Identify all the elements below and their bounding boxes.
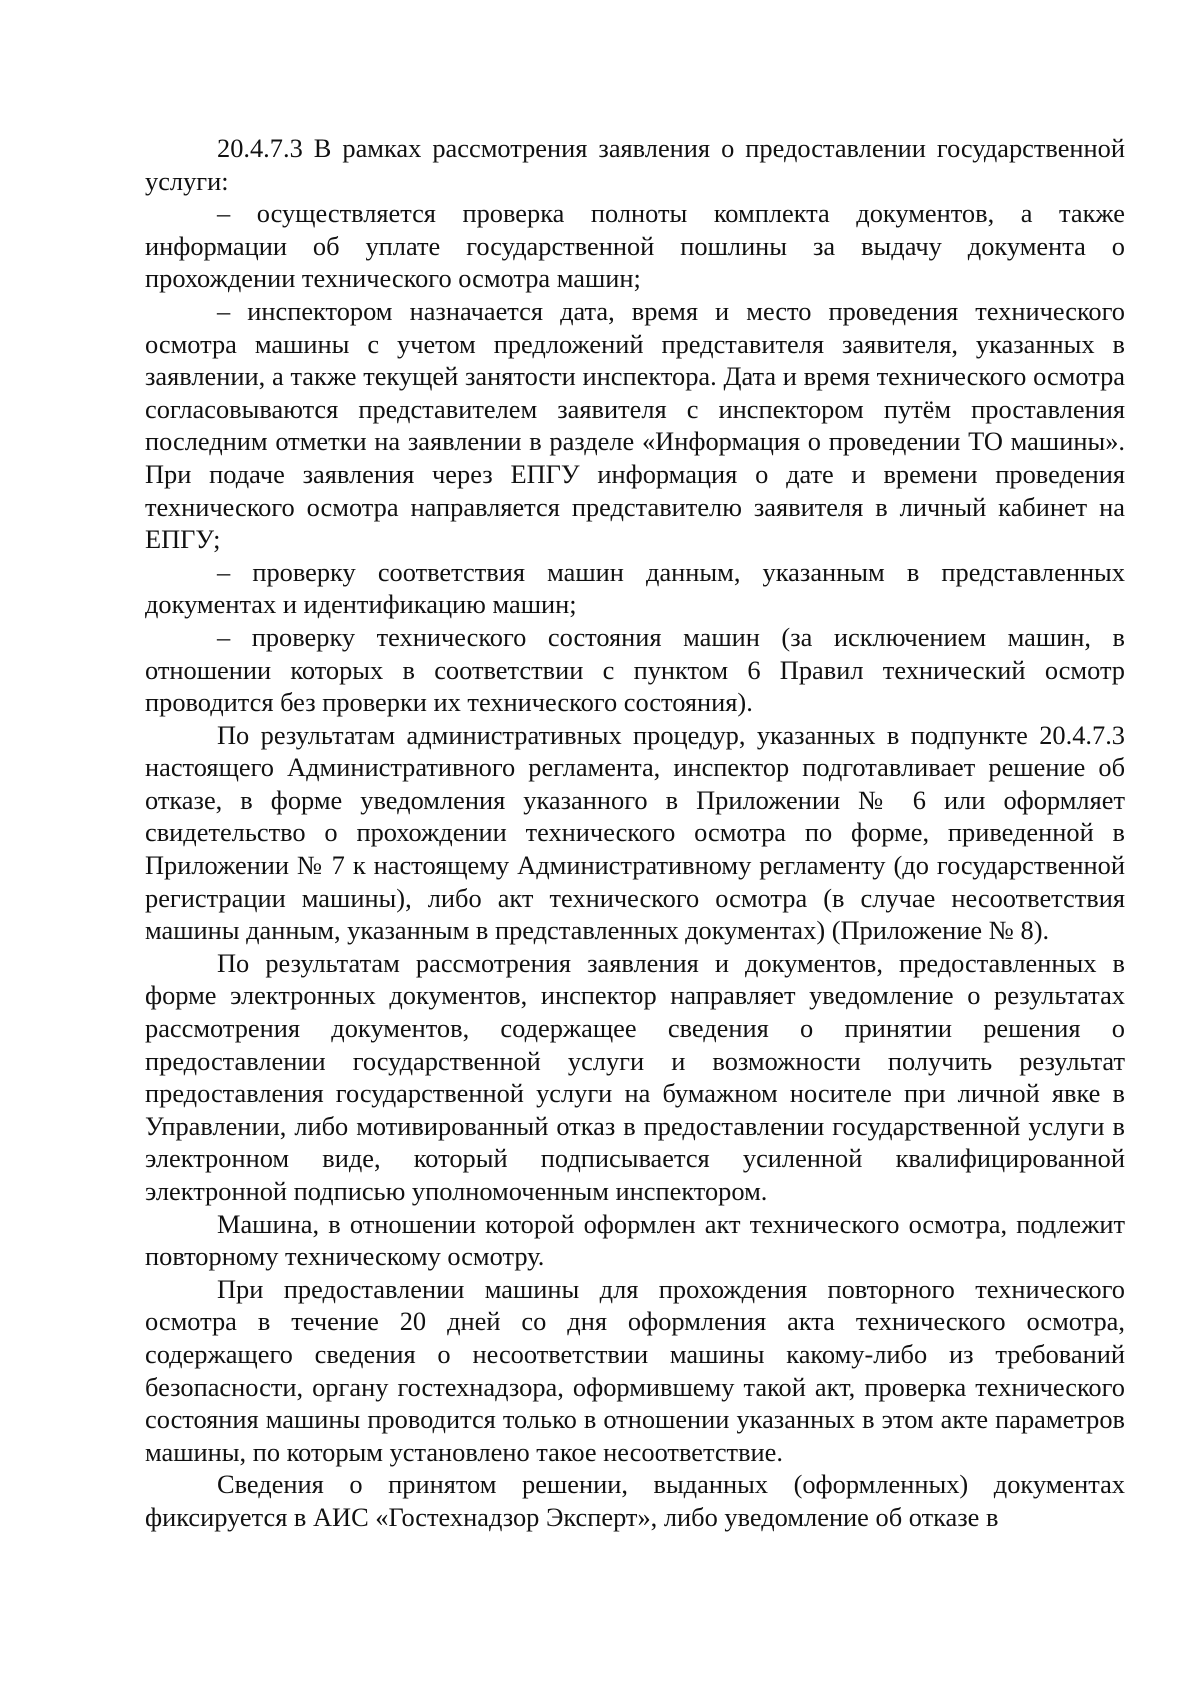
paragraph-repeat-inspection: Машина, в отношении которой оформлен акт технического осмотра, подлежит повторному техническому осмотру. [145, 1208, 1125, 1272]
paragraph-results-admin-procedures: По результатам административных процедур, указанных в подпункте 20.4.7.3 настоящего Административного регламента, инспектор подготавливает решение об отказе, в форме уведомления указанного в Приложении № 6 или оформляет свидетельство о прохождении технического осмотра по форме, приведенной в Приложении № 7 к настоящему Административному регламенту (до государственной регистрации машины), либо акт технического осмотра (в случае несоответствия машины данным, указанным в представленных документах) (Приложение № 8). [145, 719, 1125, 946]
paragraph-decision-recording: Сведения о принятом решении, выданных (оформленных) документах фиксируется в АИС «Гостехнадзор Эксперт», либо уведомление об отказе в [145, 1469, 1125, 1532]
list-item-check-technical-state: – проверку технического состояния машин (за исключением машин, в отношении которых в соответствии с пунктом 6 Правил технический осмотр проводится без проверки их технического состояния). [145, 621, 1125, 718]
list-item-schedule-inspection: – инспектором назначается дата, время и место проведения технического осмотра машины с учетом предложений представителя заявителя, указанных в заявлении, а также текущей занятости инспектора. Дата и время технического осмотра согласовываются представителем заявителя с инспектором путём проставления последним отметки на заявлении в разделе «Информация о проведении ТО машины». При подаче заявления через ЕПГУ информация о дате и времени проведения технического осмотра направляется представителю заявителя в личный кабинет на ЕПГУ; [145, 295, 1125, 555]
paragraph-electronic-documents: По результатам рассмотрения заявления и документов, предоставленных в форме электронных документов, инспектор направляет уведомление о результатах рассмотрения документов, содержащее сведения о принятии решения о предоставлении государственной услуги и возможности получить результат предоставления государственной услуги на бумажном носителе при личной явке в Управлении, либо мотивированный отказ в предоставлении государственной услуги в электронном виде, который подписывается усиленной квалифицированной электронной подписью уполномоченным инспектором. [145, 947, 1125, 1206]
paragraph-20-4-7-3: 20.4.7.3 В рамках рассмотрения заявления о предоставлении государственной услуги: [145, 133, 1125, 196]
list-item-check-conformity: – проверку соответствия машин данным, указанным в представленных документах и идентификацию машин; [145, 556, 1125, 620]
paragraph-repeat-inspection-20-days: При предоставлении машины для прохождения повторного технического осмотра в течение 20 дней со дня оформления акта технического осмотра, содержащего сведения о несоответствии машины какому-либо из требований безопасности, органу гостехнадзора, оформившему такой акт, проверка технического состояния машины проводится только в отношении указанных в этом акте параметров машины, по которым установлено такое несоответствие. [145, 1273, 1125, 1467]
document-body [145, 132, 1125, 1534]
list-item-check-completeness: – осуществляется проверка полноты комплекта документов, а также информации об уплате государственной пошлины за выдачу документа о прохождении технического осмотра машин; [145, 198, 1125, 294]
